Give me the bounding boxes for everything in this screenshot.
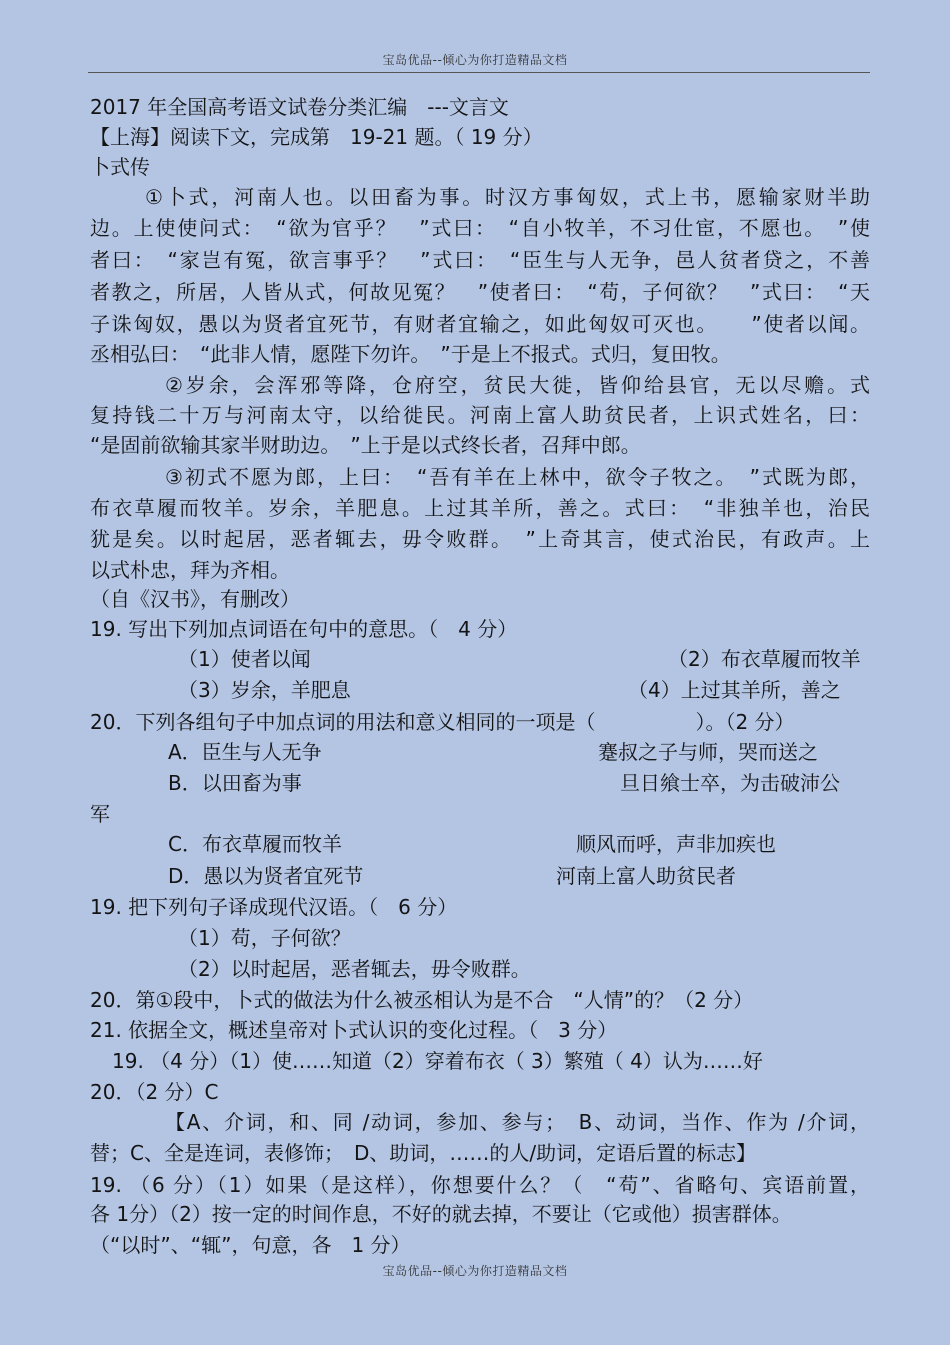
para1-line: 者曰： “家岂有冤，欲言事乎？ ”式曰： “臣生与人无争，邑人贫者贷之，不善 (90, 248, 870, 272)
para3-line: 以式朴忠，拜为齐相。 (90, 558, 290, 582)
question-20-stem: 20．下列各组句子中加点词的用法和意义相同的一项是（ ）。（2 分） (90, 710, 795, 734)
answer-19b: 19. （6 分）（1）如果（是这样），你想要什么？（ “苟”、省略句、宾语前置， (90, 1173, 870, 1197)
answer-19b: 各 1分）（2）按一定的时间作息，不好的就去掉，不要让（它或他）损害群体。 (90, 1202, 792, 1226)
para2-line: 复持钱二十万与河南太守，以给徙民。河南上富人助贫民者，上识式姓名，曰： (90, 403, 870, 427)
answer-20-explanation: 【A、介词，和、同 /动词，参加、参与； B、动词，当作、作为 /介词， (165, 1110, 870, 1134)
question-19b-item-2: （2）以时起居，恶者辄去，毋令败群。 (178, 957, 531, 981)
section-heading: 【上海】阅读下文，完成第 19-21 题。（ 19 分） (90, 125, 543, 149)
para2-line: “是固前欲输其家半财助边。 ”上于是以式终长者，召拜中郎。 (90, 433, 641, 457)
question-19-item-4: （4）上过其羊所，善之 (628, 678, 841, 702)
choice-a-left: A．臣生与人无争 (168, 740, 322, 764)
para3-line: 犹是矣。以时起居，恶者辄去，毋令败群。 ”上奇其言，使式治民，有政声。上 (90, 527, 870, 551)
page-header: 宝岛优品--倾心为你打造精品文档 (382, 53, 568, 67)
source-note: （自《汉书》，有删改） (90, 587, 300, 611)
answer-20-explanation: 替；C、全是连词，表修饰； D、助词，……的人/助词，定语后置的标志】 (90, 1141, 757, 1165)
answer-19: 19. （4 分）（1）使……知道（2）穿着布衣（ 3）繁殖（ 4）认为……好 (112, 1049, 763, 1073)
question-19b-item-1: （1）苟，子何欲？ (178, 926, 351, 950)
choice-a-right: 蹇叔之子与师，哭而送之 (598, 740, 818, 764)
question-19b-stem: 19. 把下列句子译成现代汉语。（ 6 分） (90, 895, 458, 919)
choice-b-left: B．以田畜为事 (168, 771, 302, 795)
header-rule (88, 72, 870, 73)
choice-d-left: D．愚以为贤者宜死节 (168, 864, 364, 888)
question-20b: 20．第①段中，卜式的做法为什么被丞相认为是不合 “人情”的？（2 分） (90, 988, 754, 1012)
para1-line: 子诛匈奴，愚以为贤者宜死节，有财者宜输之，如此匈奴可灭也。 ”使者以闻。 (90, 312, 870, 336)
para3-line: ③初式不愿为郎，上曰： “吾有羊在上林中，欲令子牧之。 ”式既为郎， (165, 465, 870, 489)
question-21: 21. 依据全文，概述皇帝对卜式认识的变化过程。（ 3 分） (90, 1018, 618, 1042)
choice-c-right: 顺风而呼，声非加疾也 (576, 832, 776, 856)
question-19-item-1: （1）使者以闻 (178, 647, 311, 671)
question-19-item-3: （3）岁余，羊肥息 (178, 678, 351, 702)
choice-b-right: 旦日飨士卒，为击破沛公 (620, 771, 840, 795)
question-19-item-2: （2）布衣草履而牧羊 (668, 647, 861, 671)
para1-line: 边。上使使问式： “欲为官乎？ ”式曰： “自小牧羊，不习仕宦，不愿也。 ”使 (90, 216, 870, 240)
para1-line: 者教之，所居，人皆从式，何故见冤？ ”使者曰： “苟，子何欲？ ”式曰： “天 (90, 280, 870, 304)
answer-20: 20．（2 分）C (90, 1080, 219, 1104)
choice-b-wrap: 军 (90, 802, 110, 826)
para2-line: ②岁余，会浑邪等降，仓府空，贫民大徙，皆仰给县官，无以尽赡。式 (165, 373, 870, 397)
choice-c-left: C．布衣草履而牧羊 (168, 832, 342, 856)
para3-line: 布衣草履而牧羊。岁余，羊肥息。上过其羊所，善之。式曰： “非独羊也，治民 (90, 496, 870, 520)
document-title: 2017 年全国高考语文试卷分类汇编 ---文言文 (90, 95, 509, 119)
question-19-stem: 19. 写出下列加点词语在句中的意思。（ 4 分） (90, 617, 518, 641)
choice-d-right: 河南上富人助贫民者 (556, 864, 736, 888)
answer-19b: （“以时”、“辄”，句意，各 1 分） (90, 1233, 411, 1257)
para1-line: ①卜式，河南人也。以田畜为事。时汉方事匈奴，式上书，愿输家财半助 (145, 185, 870, 209)
page-footer: 宝岛优品--倾心为你打造精品文档 (382, 1264, 568, 1278)
passage-title: 卜式传 (90, 155, 150, 179)
para1-line: 丞相弘曰： “此非人情，愿陛下勿许。 ”于是上不报式。式归，复田牧。 (90, 342, 731, 366)
